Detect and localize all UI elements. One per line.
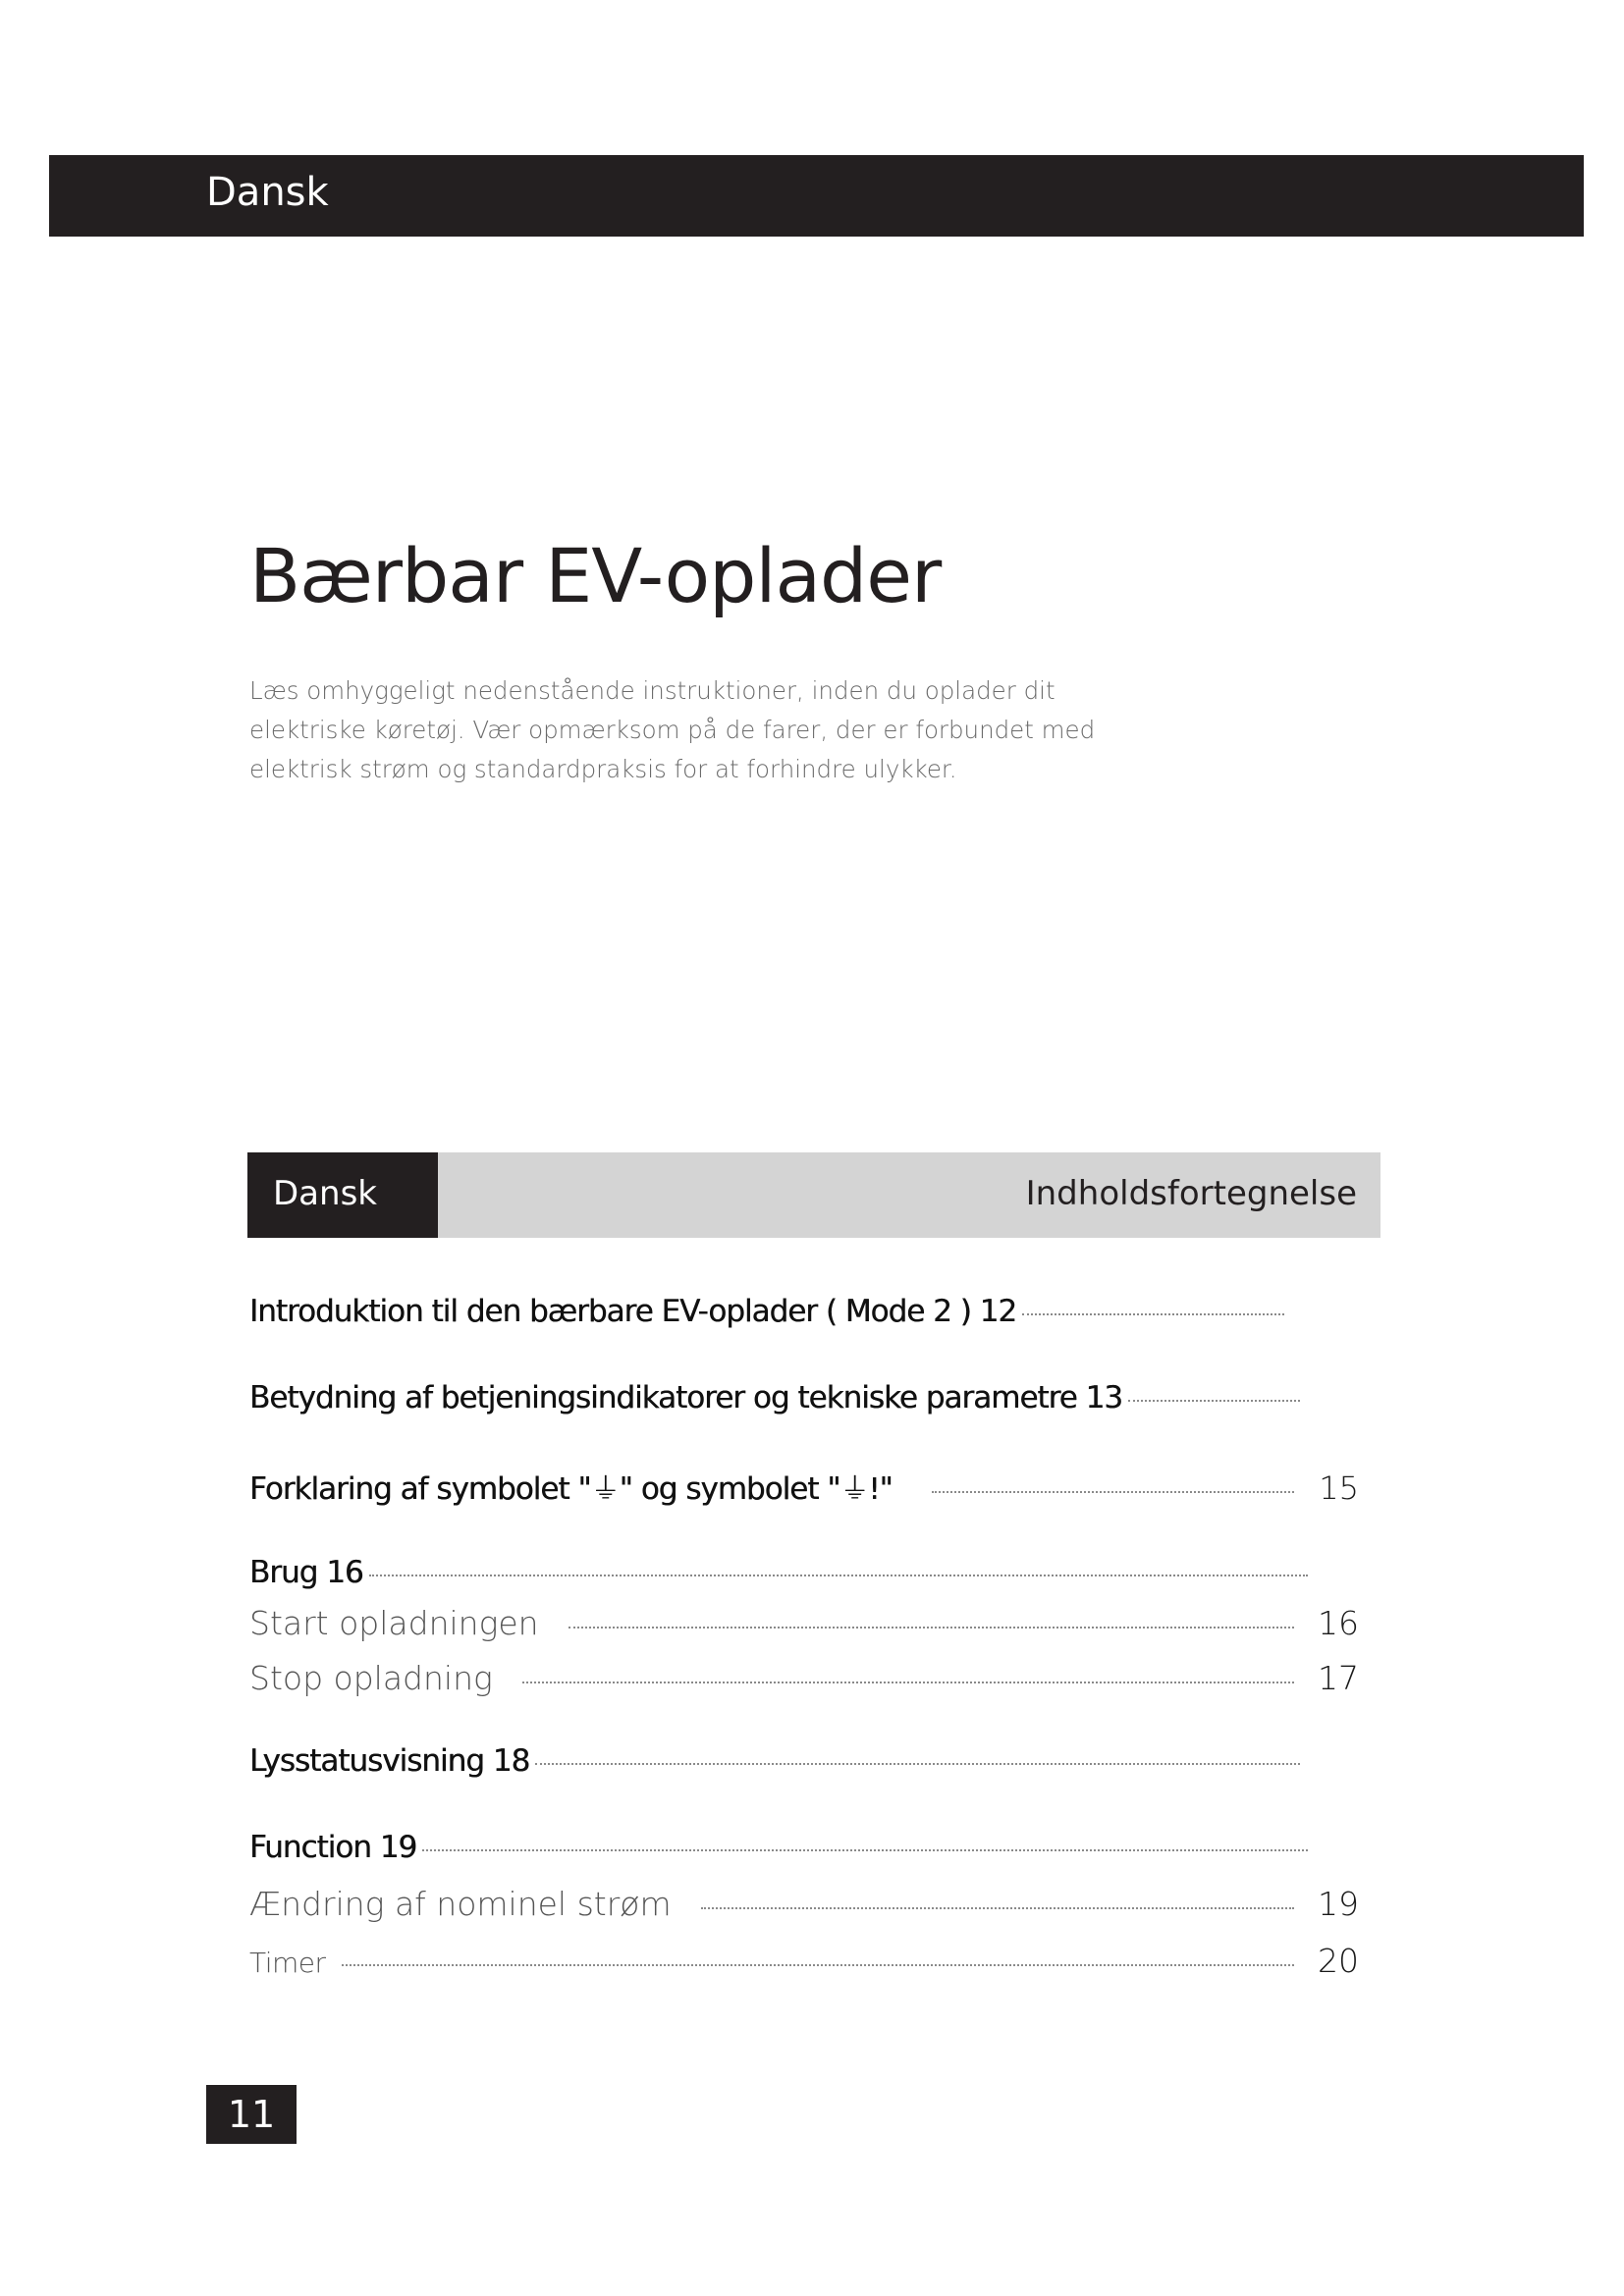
- ground-warning-symbol-icon: ⏚!: [839, 1472, 880, 1507]
- toc-entry-page: 16: [1318, 1604, 1359, 1642]
- toc-entry-label: Ændring af nominel strøm: [249, 1885, 672, 1923]
- intro-paragraph: [249, 671, 1096, 789]
- intro-line: Læs omhyggeligt nedenstående instruktioner, inden du oplader dit: [249, 676, 1056, 705]
- toc-entry-page: 20: [1318, 1942, 1359, 1980]
- toc-leader-dots: [568, 1627, 1294, 1629]
- toc-entry-indicators[interactable]: [249, 1380, 1306, 1415]
- toc-label-middle: " og symbolet ": [619, 1471, 840, 1507]
- toc-entry-label: Timer: [249, 1947, 326, 1979]
- toc-leader-dots: [369, 1575, 1308, 1576]
- toc-leader-dots: [1022, 1313, 1284, 1315]
- page-number-box: [206, 2085, 297, 2144]
- toc-entry-page: 15: [1319, 1469, 1359, 1507]
- toc-entry-stop-charging[interactable]: [249, 1659, 1359, 1697]
- toc-entry-rated-current[interactable]: [249, 1885, 1359, 1923]
- toc-entry-start-charging[interactable]: [249, 1604, 1359, 1642]
- toc-leader-dots: [342, 1964, 1294, 1966]
- toc-entry-label: Betydning af betjeningsindikatorer og tekniske parametre 13: [249, 1380, 1122, 1415]
- intro-line: elektriske køretøj. Vær opmærksom på de farer, der er forbundet med: [249, 716, 1096, 744]
- language-label: Dansk: [206, 170, 329, 215]
- toc-entry-label: Stop opladning: [249, 1659, 493, 1697]
- language-header-bar: [49, 155, 1584, 237]
- toc-leader-dots: [535, 1763, 1300, 1765]
- toc-entry-label: Function 19: [249, 1830, 417, 1865]
- intro-line: elektrisk strøm og standardpraksis for at forhindre ulykker.: [249, 755, 957, 783]
- toc-language-tag: [247, 1152, 438, 1238]
- toc-leader-dots: [522, 1682, 1294, 1683]
- toc-entry-function[interactable]: [249, 1830, 1314, 1865]
- page-number: 11: [227, 2093, 276, 2136]
- toc-entry-light-status[interactable]: [249, 1743, 1306, 1779]
- toc-entry-label: Introduktion til den bærbare EV-oplader ( Mode 2 ) 12: [249, 1294, 1017, 1329]
- toc-leader-dots: [932, 1491, 1294, 1493]
- toc-leader-dots: [701, 1907, 1294, 1909]
- toc-header: [247, 1152, 1380, 1238]
- toc-entry-introduction[interactable]: [249, 1294, 1290, 1329]
- toc-entry-usage[interactable]: [249, 1555, 1314, 1590]
- toc-entry-label: Brug 16: [249, 1555, 363, 1590]
- toc-entry-symbols[interactable]: [249, 1465, 1359, 1508]
- toc-entry-page: 19: [1318, 1885, 1359, 1923]
- toc-entry-timer[interactable]: [249, 1942, 1359, 1980]
- document-title: Bærbar EV-oplader: [249, 532, 942, 619]
- ground-symbol-icon: ⏚: [590, 1472, 620, 1507]
- toc-leader-dots: [422, 1849, 1308, 1851]
- toc-entry-page: 17: [1318, 1659, 1359, 1697]
- toc-language-label: Dansk: [273, 1174, 377, 1213]
- toc-entry-label: Start opladningen: [249, 1604, 539, 1642]
- toc-entry-label: [249, 1465, 893, 1508]
- toc-label-prefix: Forklaring af symbolet ": [249, 1471, 591, 1507]
- toc-title: Indholdsfortegnelse: [1025, 1174, 1357, 1213]
- toc-leader-dots: [1128, 1400, 1300, 1402]
- toc-label-suffix: ": [879, 1471, 893, 1507]
- toc-entry-label: Lysstatusvisning 18: [249, 1743, 530, 1779]
